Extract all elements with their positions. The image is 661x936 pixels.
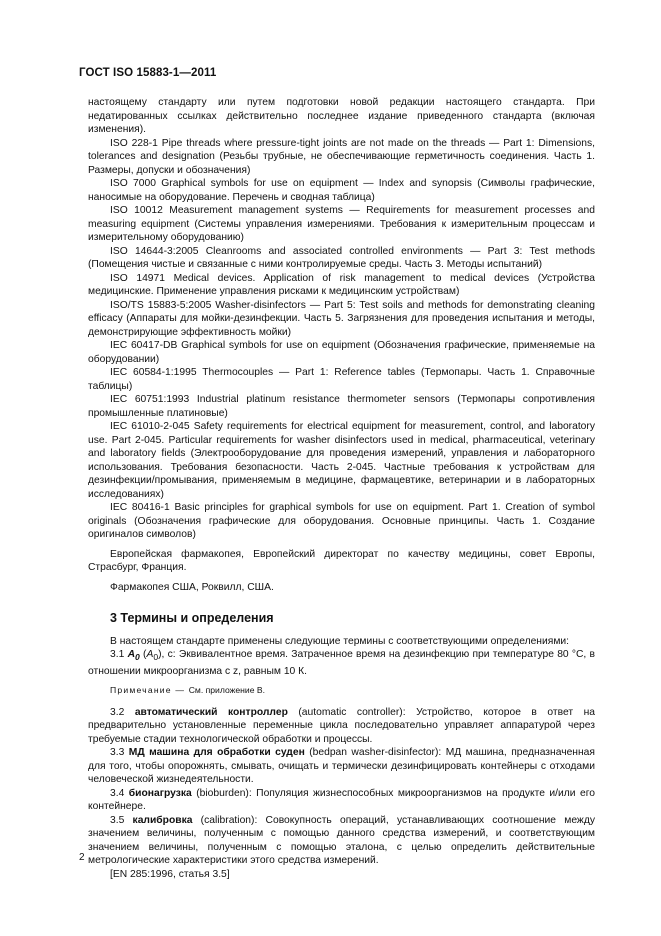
note-text: См. приложение В. [188, 685, 265, 696]
reference: [EN 285:1996, статья 3.5] [110, 868, 230, 880]
term-name: бионагрузка [128, 787, 192, 799]
note-label: Примечание — [110, 685, 186, 696]
paragraph: Фармакопея США, Роквилл, США. [110, 581, 274, 593]
paragraph: ISO 14644-3:2005 Cleanrooms and associated controlled environments — Part 3: Test methods (Помещения чистые и связанные с ними контролируемые среды. Часть 3. Методы испытаний) [88, 245, 595, 270]
paragraph: ISO/TS 15883-5:2005 Washer-disinfectors — Part 5: Test soils and methods for demonstrating cleaning efficacy (Аппараты для мойки-дезинфекции. Часть 5. Загрязнения для проведения испытания и методы, демонстрирующие эффективность мойки) [88, 299, 595, 338]
term-symbol: $A_0$ [127, 649, 140, 663]
note [88, 684, 595, 698]
term-3-2: 3.2 автоматический контроллер (automatic controller): Устройство, которое в ответ на предварительно установленные переменные цикла последовательно управляет аппаратурой через требуемые стадии технологической обработки и процессы. [88, 706, 595, 745]
term-3-3: 3.3 МД машина для обработки суден (bedpan washer-disinfector): МД машина, предназначенная для того, чтобы опорожнять, смывать, очищать и термически дезинфицировать контейнеры с отходами человеческой жизнедеятельности. [88, 747, 595, 786]
paragraph: ISO 10012 Measurement management systems — Requirements for measurement processes and measuring equipment (Системы управления измерениями. Требования к измерительным процессам и измерительному оборудованию) [88, 205, 595, 243]
paragraph: Европейская фармакопея, Европейский директорат по качеству медицины, совет Европы, Страсбург, Франция. [88, 548, 595, 573]
term-number: 3.1 [110, 649, 125, 660]
term-3-5: 3.5 калибровка (calibration): Совокупность операций, устанавливающих соотношение между значением величины, полученным с помощью данного средства измерений, и соответствующим значением величины, полученным с помощью эталона, с целью определить действительные метрологические характеристики этого средства измерений. [88, 814, 595, 867]
paragraph: IEC 60417-DB Graphical symbols for use on equipment (Обозначения графические, применяемые на оборудовании) [88, 340, 595, 365]
paragraph: ISO 14971 Medical devices. Application of risk management to medical devices (Устройства медицинские. Применение управления рисками к медицинским устройствам) [88, 272, 595, 297]
paragraph: IEC 61010-2-045 Safety requirements for electrical equipment for measurement, control, and laboratory use. Part 2-045. Particular requirements for washer disinfectors used in medical, pharmaceutical, veterinary and laboratory fields (Электрооборудование для проведения измерений, управления и лабораторного использования. Требования безопасности. Часть 2-045. Частные требования к устройствам для дезинфекции/промывания, применяемым в медицине, фармацевтике, ветеринарии и в лабораторных исследованиях) [88, 421, 595, 500]
term-name: автоматический контроллер [134, 706, 288, 718]
term-text: , с: Эквивалентное время. Затраченное время на дезинфекцию при температуре 80 °С, в отношении микроорганизма с z, равным 10 К. [88, 649, 595, 677]
paragraph: IEC 60584-1:1995 Thermocouples — Part 1: Reference tables (Термопары. Часть 1. Справочные таблицы) [88, 367, 595, 392]
page-number: 2 [79, 852, 85, 863]
paragraph: IEC 60751:1993 Industrial platinum resistance thermometer sensors (Термопары сопротивления промышленные платиновые) [88, 394, 595, 419]
paragraph: ISO 7000 Graphical symbols for use on equipment — Index and synopsis (Символы графические, наносимые на оборудование. Перечень и сводная таблица) [88, 178, 595, 203]
term-name: калибровка [132, 814, 193, 826]
document-body [88, 96, 595, 881]
paragraph: IEC 80416-1 Basic principles for graphical symbols for use on equipment. Part 1. Creation of symbol originals (Обозначения графические для оборудования. Основные принципы. Часть 1. Создание оригиналов символов) [88, 502, 595, 540]
term-3-1: 3.1 $A_0$ $(A_0)$, с: Эквивалентное время. Затраченное время на дезинфекцию при температуре 80 °С, в отношении микроорганизма с z, равным 10 К. [88, 649, 595, 677]
section-title: 3 Термины и определения [110, 611, 274, 625]
paragraph: настоящему стандарту или путем подготовки новой редакции настоящего стандарта. При недатированных ссылках действительно последнее издание приведенного стандарта (включая изменения). [88, 97, 595, 135]
section-intro: В настоящем стандарте применены следующие термины с соответствующими определениями: [110, 635, 570, 647]
term-name: МД машина для обработки суден [128, 747, 305, 759]
paragraph: ISO 228-1 Pipe threads where pressure-tight joints are not made on the threads — Part 1: Dimensions, tolerances and designation (Резьбы трубные, не обеспечивающие герметичность соединения. Часть 1. Размеры, допуски и обозначения) [88, 137, 595, 176]
term-3-4: 3.4 бионагрузка (bioburden): Популяция жизнеспособных микроорганизмов на продукте и/или его контейнере. [88, 787, 595, 813]
document-header: ГОСТ ISO 15883-1—2011 [79, 67, 217, 79]
